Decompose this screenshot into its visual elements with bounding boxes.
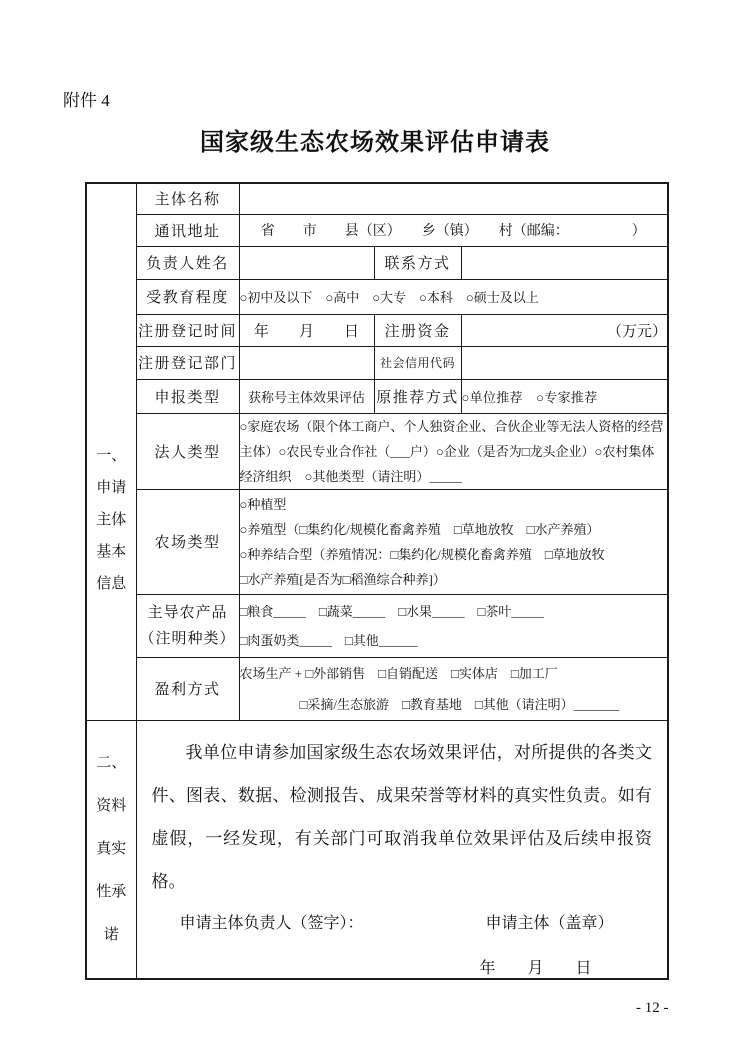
recommend-label: 原推荐方式 bbox=[374, 379, 461, 413]
reg-time-label: 注册登记时间 bbox=[136, 314, 239, 346]
contact-value bbox=[461, 246, 668, 279]
education-label: 受教育程度 bbox=[136, 279, 239, 314]
credit-code-value bbox=[461, 346, 668, 379]
section1-label-line: 基本 bbox=[96, 543, 127, 560]
farm-type-line: □水产养殖[是否为□稻渔综合种养]） bbox=[239, 571, 446, 587]
apply-type-value: 获称号主体效果评估 bbox=[239, 379, 374, 413]
section1-label-line: 信息 bbox=[96, 575, 127, 592]
seal-label: 申请主体（盖章） bbox=[485, 914, 614, 932]
reg-capital-unit: （万元） bbox=[461, 314, 668, 346]
main-products-line: □粮食_____ □蔬菜_____ □水果_____ □茶叶_____ bbox=[239, 603, 544, 619]
farm-type-line: ○种养结合型（养殖情况：□集约化/规模化畜禽养殖 □草地放牧 bbox=[239, 546, 605, 562]
main-products-line: □肉蛋奶类_____ □其他______ bbox=[239, 632, 418, 648]
reg-dept-value bbox=[239, 346, 374, 379]
main-products-options bbox=[239, 594, 668, 657]
row-legal-type bbox=[86, 413, 668, 489]
row-education bbox=[86, 279, 668, 314]
row-subject-name bbox=[86, 183, 668, 214]
attachment-label: 附件 4 bbox=[63, 91, 110, 110]
section2-label-cell bbox=[86, 720, 136, 979]
section2-label-line: 真实 bbox=[96, 840, 127, 857]
reg-dept-label: 注册登记部门 bbox=[136, 346, 239, 379]
section2-label-line: 诺 bbox=[103, 926, 119, 943]
profit-mode-label: 盈利方式 bbox=[136, 657, 239, 720]
subject-name-value bbox=[239, 183, 668, 214]
address-value: 省 市 县（区） 乡（镇） 村（邮编： ） bbox=[239, 214, 668, 246]
address-label: 通讯地址 bbox=[136, 214, 239, 246]
row-main-products bbox=[86, 594, 668, 657]
section2-label-line: 性承 bbox=[96, 883, 127, 900]
profit-mode-line: □采摘/生态旅游 □教育基地 □其他（请注明）_______ bbox=[299, 696, 620, 712]
reg-capital-label: 注册资金 bbox=[374, 314, 461, 346]
row-registration-time bbox=[86, 314, 668, 346]
main-products-label-line1: 主导农产品 bbox=[147, 604, 228, 621]
legal-type-label: 法人类型 bbox=[136, 413, 239, 489]
section1-label-line: 一、 bbox=[96, 447, 127, 464]
signature-label: 申请主体负责人（签字）： bbox=[179, 914, 364, 932]
section1-label bbox=[87, 304, 136, 600]
section2-label-line: 二、 bbox=[96, 754, 127, 771]
subject-name-label: 主体名称 bbox=[136, 183, 239, 214]
farm-type-options bbox=[239, 489, 668, 594]
commitment-paragraph: 我单位申请参加国家级生态农场效果评估，对所提供的各类文件、图表、数据、检测报告、成果荣誉等材料的真实性负责。如有虚假，一经发现，有关部门可取消我单位效果评估及后续申报资格。 bbox=[151, 742, 652, 891]
main-products-label-line2: （注明种类） bbox=[139, 630, 236, 647]
row-profit-mode bbox=[86, 657, 668, 720]
row-registration-dept bbox=[86, 346, 668, 379]
row-farm-type bbox=[86, 489, 668, 594]
reg-time-value: 年 月 日 bbox=[239, 314, 374, 346]
contact-label: 联系方式 bbox=[374, 246, 461, 279]
credit-code-label: 社会信用代码 bbox=[374, 346, 461, 379]
manager-value bbox=[239, 246, 374, 279]
profit-mode-line: 农场生产 + □外部销售 □自销配送 □实体店 □加工厂 bbox=[239, 665, 558, 681]
row-apply-type bbox=[86, 379, 668, 413]
signature-row bbox=[137, 910, 668, 933]
legal-type-options: ○家庭农场（限个体工商户、个人独资企业、合伙企业等无法人资格的经营主体）○农民专业合作社（___户）○企业（是否为□龙头企业）○农村集体经济组织 ○其他类型（请注明）_____ bbox=[239, 413, 668, 489]
apply-type-label: 申报类型 bbox=[136, 379, 239, 413]
profit-mode-options bbox=[239, 657, 668, 720]
row-commitment bbox=[86, 720, 668, 979]
application-table bbox=[85, 182, 669, 980]
section1-label-cell bbox=[86, 183, 136, 720]
date-label: 年 月 日 bbox=[479, 959, 592, 977]
section2-label bbox=[87, 742, 136, 957]
section1-label-line: 申请 bbox=[96, 479, 127, 496]
section1-label-line: 主体 bbox=[96, 511, 127, 528]
farm-type-line: ○种植型 bbox=[239, 496, 287, 512]
row-address bbox=[86, 214, 668, 246]
page-number: - 12 - bbox=[636, 1000, 669, 1016]
commitment-cell bbox=[136, 720, 668, 979]
farm-type-label: 农场类型 bbox=[136, 489, 239, 594]
section2-label-line: 资料 bbox=[96, 797, 127, 814]
manager-label: 负责人姓名 bbox=[136, 246, 239, 279]
recommend-options: ○单位推荐 ○专家推荐 bbox=[461, 379, 668, 413]
education-options: ○初中及以下 ○高中 ○大专 ○本科 ○硕士及以上 bbox=[239, 279, 668, 314]
main-products-label bbox=[136, 594, 239, 657]
row-manager bbox=[86, 246, 668, 279]
page-title: 国家级生态农场效果评估申请表 bbox=[200, 130, 550, 156]
farm-type-line: ○养殖型（□集约化/规模化畜禽养殖 □草地放牧 □水产养殖） bbox=[239, 521, 600, 537]
